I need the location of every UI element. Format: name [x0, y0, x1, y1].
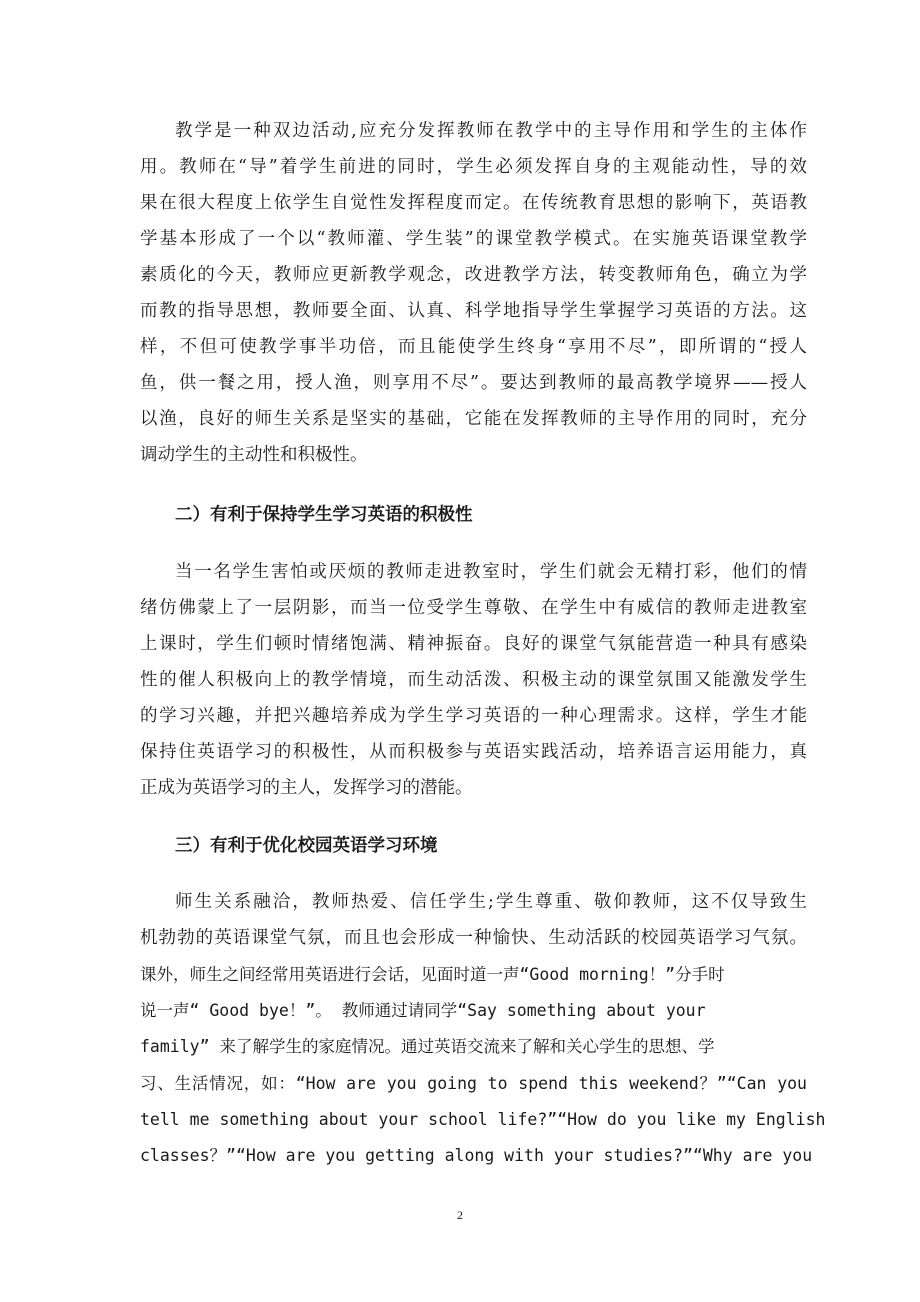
- text-line: 上课时，学生们顿时情绪饱满、精神振奋。良好的课堂气氛能营造一种具有感染: [140, 634, 807, 654]
- text-line: 绪仿佛蒙上了一层阴影，而当一位受学生尊敬、在学生中有威信的教师走进教室: [140, 598, 807, 618]
- text-line: 用。教师在“导”着学生前进的同时，学生必须发挥自身的主观能动性，导的效: [140, 157, 807, 177]
- text-line: 当一名学生害怕或厌烦的教师走进教室时，学生们就会无精打彩，他们的情: [175, 562, 807, 582]
- text-line: 学基本形成了一个以“教师灌、学生装”的课堂教学模式。在实施英语课堂教学: [140, 229, 807, 249]
- page-number: 2: [457, 1208, 463, 1222]
- text-line: 机勃勃的英语课堂气氛，而且也会形成一种愉快、生动活跃的校园英语学习气氛。: [140, 928, 807, 948]
- text-line: 习、生活情况，如：“How are you going to spend this weekend？”“Can you: [140, 1074, 807, 1093]
- text-line: 教学是一种双边活动,应充分发挥教师在教学中的主导作用和学生的主体作: [175, 121, 807, 141]
- text-line: tell me something about your school life?”“How do you like my English: [140, 1110, 826, 1129]
- text-line: 课外，师生之间经常用英语进行会话，见面时道一声“Good morning！”分手时: [140, 965, 725, 984]
- text-line: 鱼，供一餐之用，授人渔，则享用不尽”。要达到教师的最高教学境界——授人: [140, 373, 807, 393]
- text-line: 果在很大程度上依学生自觉性发挥程度而定。在传统教育思想的影响下，英语教: [140, 193, 807, 213]
- text-line: 调动学生的主动性和积极性。: [140, 445, 368, 465]
- section-heading: 三）有利于优化校园英语学习环境: [175, 836, 438, 856]
- text-line: 保持住英语学习的积极性，从而积极参与英语实践活动，培养语言运用能力，真: [140, 742, 807, 762]
- text-line: 以渔，良好的师生关系是坚实的基础，它能在发挥教师的主导作用的同时，充分: [140, 409, 807, 429]
- text-line: 正成为英语学习的主人，发挥学习的潜能。: [140, 778, 473, 798]
- text-line: 说一声“ Good bye！”。 教师通过请同学“Say something about your: [140, 1001, 706, 1020]
- text-line: 性的催人积极向上的教学情境，而生动活泼、积极主动的课堂氛围又能激发学生: [140, 670, 807, 690]
- text-line: classes？”“How are you getting along with your studies?”“Why are you: [140, 1146, 813, 1165]
- text-line: 的学习兴趣，并把兴趣培养成为学生学习英语的一种心理需求。这样，学生才能: [140, 706, 807, 726]
- text-line: 素质化的今天，教师应更新教学观念，改进教学方法，转变教师角色，确立为学: [140, 265, 807, 285]
- text-line: family” 来了解学生的家庭情况。通过英语交流来了解和关心学生的思想、学: [140, 1037, 715, 1056]
- section-heading: 二）有利于保持学生学习英语的积极性: [175, 505, 473, 525]
- text-line: 而教的指导思想，教师要全面、认真、科学地指导学生掌握学习英语的方法。这: [140, 301, 807, 321]
- text-line: 样，不但可使教学事半功倍，而且能使学生终身“享用不尽”，即所谓的“授人: [140, 337, 807, 357]
- text-line: 师生关系融洽，教师热爱、信任学生;学生尊重、敬仰教师，这不仅导致生: [175, 892, 807, 912]
